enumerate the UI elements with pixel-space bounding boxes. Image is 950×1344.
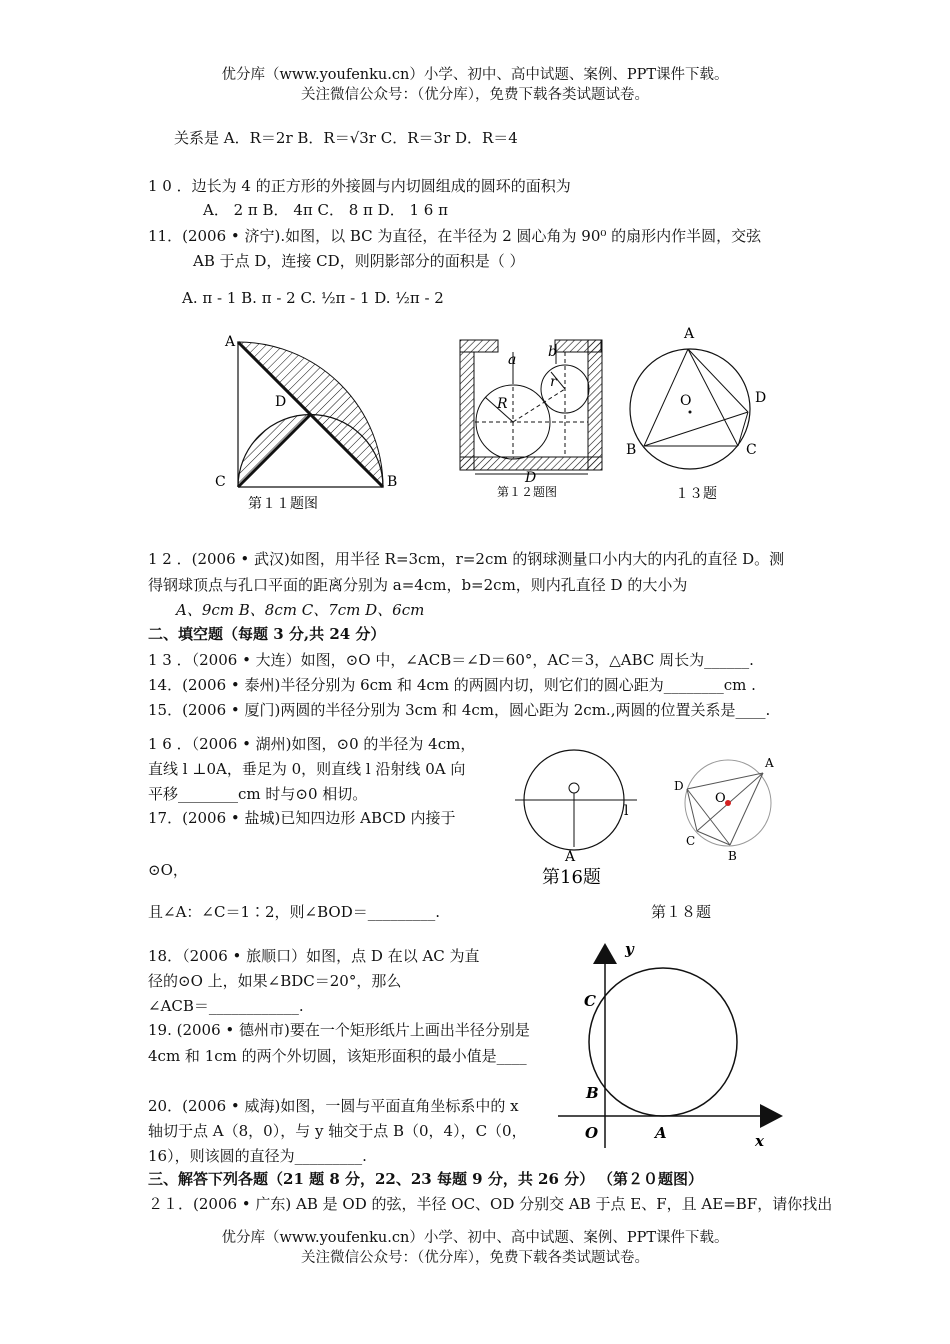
q14: 14．(2006 • 泰州)半径分别为 6cm 和 4cm 的两圆内切，则它们的圆心距为________cm . [148,676,756,694]
q20-line-3: 16），则该圆的直径为_________. [148,1147,367,1165]
q11-stem-1: 11．(2006 • 济宁).如图，以 BC 为直径，在半径为 2 圆心角为 90⁰ 的扇形内作半圆，交弦 [148,227,762,245]
figure-18 [670,755,790,865]
figure-16 [512,745,642,890]
q10-stem: 1 0 ．边长为 4 的正方形的外接圆与内切圆组成的圆环的面积为 [148,177,571,195]
fig12-label-r-big: R [497,396,508,412]
fig18-label-d: D [674,779,684,793]
fig16-caption: 第16题 [542,867,601,888]
figure-12 [455,332,610,507]
fig12-label-d: D [525,470,537,486]
fig11-label-a: A [225,334,236,350]
q15: 15．(2006 • 厦门)两圆的半径分别为 3cm 和 4cm，圆心距为 2cm.,两圆的位置关系是____. [148,701,771,719]
page-header-line2: 关注微信公众号：（优分库），免费下载各类试题试卷。 [301,87,649,103]
q11-stem-2: AB 于点 D，连接 CD，则阴影部分的面积是（ ） [193,252,525,270]
fig11-label-b: B [387,474,398,490]
fig20-label-o: O [585,1124,599,1142]
fig13-label-c: C [746,442,757,458]
q19-line-1: 19. (2006 • 德州市)要在一个矩形纸片上画出半径分别是 [148,1021,530,1039]
fig18-label-c: C [686,834,696,848]
fig20-label-c: C [584,992,596,1010]
figure-13 [620,322,780,507]
fig12-label-b: b [548,344,557,360]
fig20-caption: （第２０题图） [598,1170,704,1188]
q12-line-2: 得钢球顶点与孔口平面的距离分别为 a=4cm，b=2cm，则内孔直径 D 的大小为 [148,576,688,594]
fig20-label-b: B [586,1084,599,1102]
q18-line-2: 径的⊙O 上，如果∠BDC＝20°，那么 [148,972,402,990]
figure-20 [555,938,790,1153]
fig12-label-a: a [508,352,517,368]
q18-line-3: ∠ACB＝____________. [148,997,304,1015]
fig18-label-o: O [715,791,726,806]
fig20-label-a: A [655,1124,667,1142]
q11-options: A. π - 1 B. π - 2 C. ½π - 1 D. ½π - 2 [182,289,444,307]
q16-line-1: 1 6 ．（2006 • 湖州)如图，⊙0 的半径为 4cm， [148,735,476,753]
fig16-label-a: A [565,849,576,865]
fig18-label-b: B [728,849,737,863]
q12-options: A、9cm B、8cm C、7cm D、6cm [176,601,425,619]
fig11-label-c: C [215,474,226,490]
fig18-label-a: A [765,756,774,770]
section-3-title: 三、解答下列各题（21 题 8 分，22、23 每题 9 分，共 26 分） [148,1170,595,1188]
section-2-title: 二、填空题（每题 3 分,共 24 分） [148,625,386,643]
fig13-caption: １３题 [675,486,717,502]
fig11-caption: 第１１题图 [248,496,318,512]
q13: 1 3 ．（2006 • 大连）如图，⊙O 中，∠ACB＝∠D＝60°，AC＝3，△ABC 周长为______. [148,651,754,669]
q16-line-2: 直线 l ⊥0A，垂足为 0，则直线 l 沿射线 0A 向 [148,760,466,778]
q20-line-1: 20．(2006 • 威海)如图，一圆与平面直角坐标系中的 x [148,1097,519,1115]
fig13-label-o: O [680,393,692,409]
fig11-label-d: D [275,394,287,410]
fig13-label-d: D [755,390,767,406]
q12-line-1: 1 2 ．(2006 • 武汉)如图，用半径 R=3cm，r=2cm 的钢球测量口小内大的内孔的直径 D。测 [148,550,785,568]
page-footer-line2: 关注微信公众号：（优分库），免费下载各类试题试卷。 [301,1250,649,1266]
fig13-label-a: A [684,326,695,342]
page-footer-line1: 优分库（www.youfenku.cn）小学、初中、高中试题、案例、PPT课件下载。 [221,1230,729,1246]
fig16-label-l: l [624,803,629,819]
q21: ２１．(2006 • 广东) AB 是 OD 的弦，半径 OC、OD 分别交 AB 于点 E、F，且 AE=BF，请你找出 [148,1195,833,1213]
fig12-label-r-small: r [550,374,557,390]
q10-options: A． 2 π B． 4π C． 8 π D． 1 6 π [203,201,448,219]
q18-line-1: 18．（2006 • 旅顺口）如图，点 D 在以 AC 为直 [148,947,480,965]
fig18-caption: 第１８题 [651,903,712,921]
fig20-label-x: x [755,1132,764,1150]
figure-11 [215,328,405,518]
q17-line-1: 17．(2006 • 盐城)已知四边形 ABCD 内接于 [148,809,456,827]
fig13-label-b: B [626,442,637,458]
q19-line-2: 4cm 和 1cm 的两个外切圆，该矩形面积的最小值是____ [148,1047,527,1065]
fig12-caption: 第１２题图 [497,485,558,499]
q17-line-2: ⊙O， [148,861,188,879]
page-header-line1: 优分库（www.youfenku.cn）小学、初中、高中试题、案例、PPT课件下载。 [221,67,729,83]
q17-line-3: 且∠A：∠C＝1∶2，则∠BOD＝_________. [148,903,440,921]
q20-line-2: 轴切于点 A（8，0），与 y 轴交于点 B（0，4），C（0， [148,1122,527,1140]
fig20-label-y: y [625,940,634,958]
q9-options: 关系是 A．R＝2r B．R＝√3r C．R＝3r D．R＝4 [174,129,518,147]
q16-line-3: 平移________cm 时与⊙0 相切。 [148,785,368,803]
